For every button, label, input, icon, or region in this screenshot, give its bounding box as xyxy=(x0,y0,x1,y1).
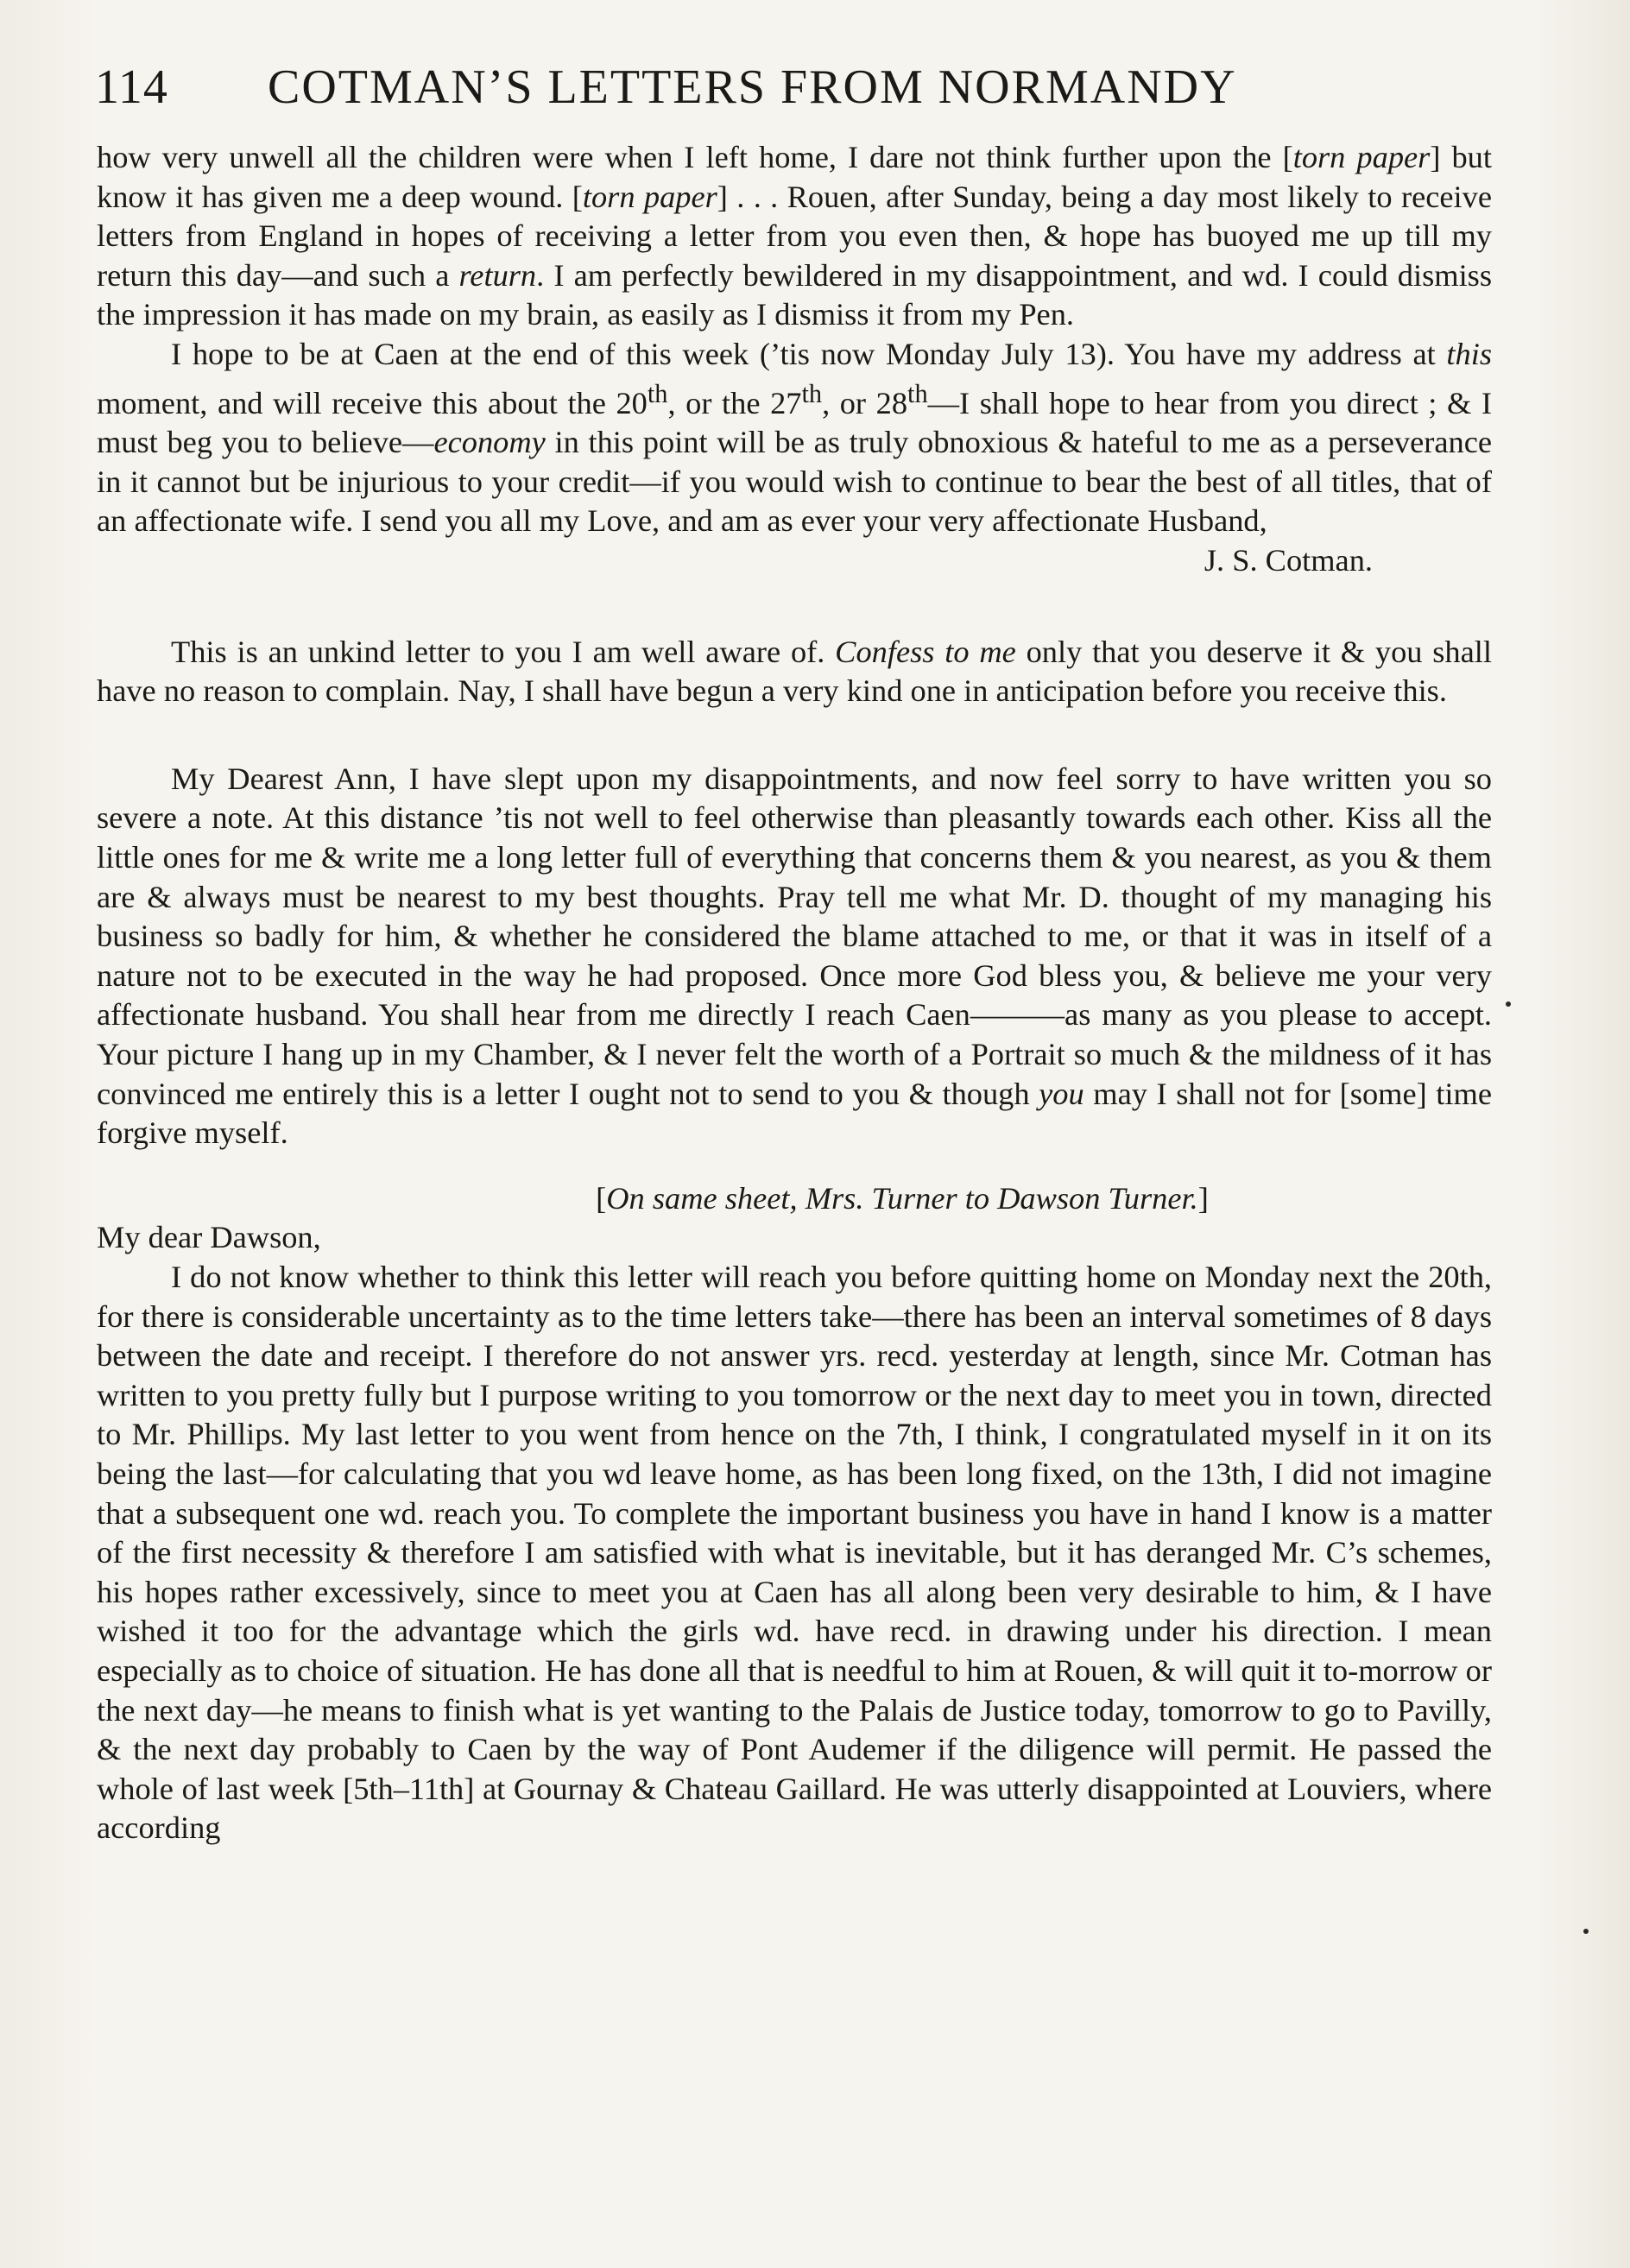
text-run: ] . . . Rouen, after Sunday, being a day most likely to receive letters from England in hopes of receiving a letter from you even then, & hope has buoyed me up till my return this day—and such a xyxy=(97,179,1492,293)
paragraph-4 xyxy=(97,760,1492,1153)
emphasis: Confess to me xyxy=(835,634,1016,669)
print-speck xyxy=(1506,1001,1511,1007)
letter-text xyxy=(97,138,1492,1848)
text-run: in this point will be as truly obnoxious & hateful to me as a perseverance in it cannot but be injurious to your credit—if you would wish to continue to bear the best of all titles, that of an affectionate wife. I send you all my Love, and am as ever your very affectionate Husband, xyxy=(97,425,1492,539)
running-title: COTMAN’S LETTERS FROM NORMANDY xyxy=(268,60,1237,114)
paragraph-1 xyxy=(97,138,1492,335)
signature: J. S. Cotman. xyxy=(1204,543,1373,578)
paragraph-3 xyxy=(97,633,1492,711)
paragraph-5: I do not know whether to think this letter will reach you before quitting home on Monday next the 20th, for there is considerable uncertainty as to the time letters take—there has been an interval sometimes of 8 days between the date and receipt. I therefore do not answer yrs. recd. yesterday at length, since Mr. Cotman has written to you pretty fully but I purpose writing to you tomorrow or the next day to meet you in town, directed to Mr. Phillips. My last letter to you went from hence on the 7th, I think, I congratulated myself in it on its being the last—for calculating that you wd leave home, as has been long fixed, on the 13th, I did not imagine that a subsequent one wd. reach you. To complete the important business you have in hand I know is a matter of the first necessity & therefore I am satisfied with what is inevitable, but it has deranged Mr. C’s schemes, his hopes rather excessively, since to meet you at Caen has all along been very desirable to him, & I have wished it too for the advantage which the girls wd. have recd. in drawing under his direction. I mean especially as to choice of situation. He has done all that is needful to him at Rouen, & will quit it to-morrow or the next day—he means to finish what is yet wanting to the Palais de Justice today, tomorrow to go to Pavilly, & the next day probably to Caen by the way of Pont Audemer if the diligence will permit. He passed the whole of last week [5th–11th] at Gournay & Chateau Gaillard. He was utterly disappointed at Louviers, where according xyxy=(97,1259,1492,1846)
editorial-torn-paper: torn paper xyxy=(582,179,717,214)
text-run: , or 28 xyxy=(822,385,908,420)
text-run: I hope to be at Caen at the end of this week (’tis now Monday July 13). You have my address at xyxy=(171,336,1447,371)
text-run: only that you deserve it & you shall have no reason to complain. Nay, I shall have begun a very kind one in anticipation before you receive this. xyxy=(97,634,1492,709)
emphasis: this xyxy=(1446,336,1492,371)
text-run: how very unwell all the children were when I left home, I dare not think further upon the [ xyxy=(97,140,1293,174)
emphasis: economy xyxy=(433,425,546,460)
emphasis: you xyxy=(1039,1076,1084,1111)
running-head xyxy=(95,57,1442,117)
ordinal-suffix: th xyxy=(801,378,823,408)
ordinal-suffix: th xyxy=(647,378,668,408)
text-run: —I shall hope to hear from you direct ; & I must beg you to believe— xyxy=(97,385,1492,460)
text-run: This is an unkind letter to you I am well aware of. xyxy=(171,634,836,669)
emphasis: return xyxy=(458,257,537,293)
text-run: may I shall not for [some] time forgive myself. xyxy=(97,1076,1492,1151)
bracket: [ xyxy=(596,1180,607,1216)
editorial-note-text: On same sheet, Mrs. Turner to Dawson Turner. xyxy=(606,1180,1198,1216)
text-run: . I am perfectly bewildered in my disappointment, and wd. I could dismiss the impression it has made on my brain, as easily as I dismiss it from my Pen. xyxy=(97,257,1493,332)
ordinal-suffix: th xyxy=(907,378,928,408)
text-run: My Dearest Ann, I have slept upon my disappointments, and now feel sorry to have written you so severe a note. At this distance ’tis not well to feel otherwise than pleasantly towards each other. Kiss all the little ones for me & write me a long letter full of everything that concerns them & you nearest, as you & them are & always must be nearest to my best thoughts. Pray tell me what Mr. D. thought of my managing his business so badly for him, & whether he considered the blame attached to me, or that it was in itself of a nature not to be executed in the way he had proposed. Once more God bless you, & believe me your very affectionate husband. You shall hear from me directly I reach Caen———as many as you please to accept. Your picture I hang up in my Chamber, & I never felt the worth of a Portrait so much & the mildness of it has convinced me entirely this is a letter I ought not to send to you & though xyxy=(97,761,1492,1111)
editorial-note xyxy=(97,1179,1492,1219)
page-number: 114 xyxy=(95,60,168,114)
print-speck xyxy=(1583,1929,1589,1934)
salutation: My dear Dawson, xyxy=(97,1220,321,1255)
text-run: ] but know it has given me a deep wound. [ xyxy=(97,140,1492,214)
editorial-torn-paper: torn paper xyxy=(1292,140,1431,174)
text-run: , or the 27 xyxy=(667,385,802,420)
text-run: moment, and will receive this about the 20 xyxy=(97,385,648,420)
bracket: ] xyxy=(1197,1180,1209,1216)
paragraph-2 xyxy=(97,335,1492,541)
